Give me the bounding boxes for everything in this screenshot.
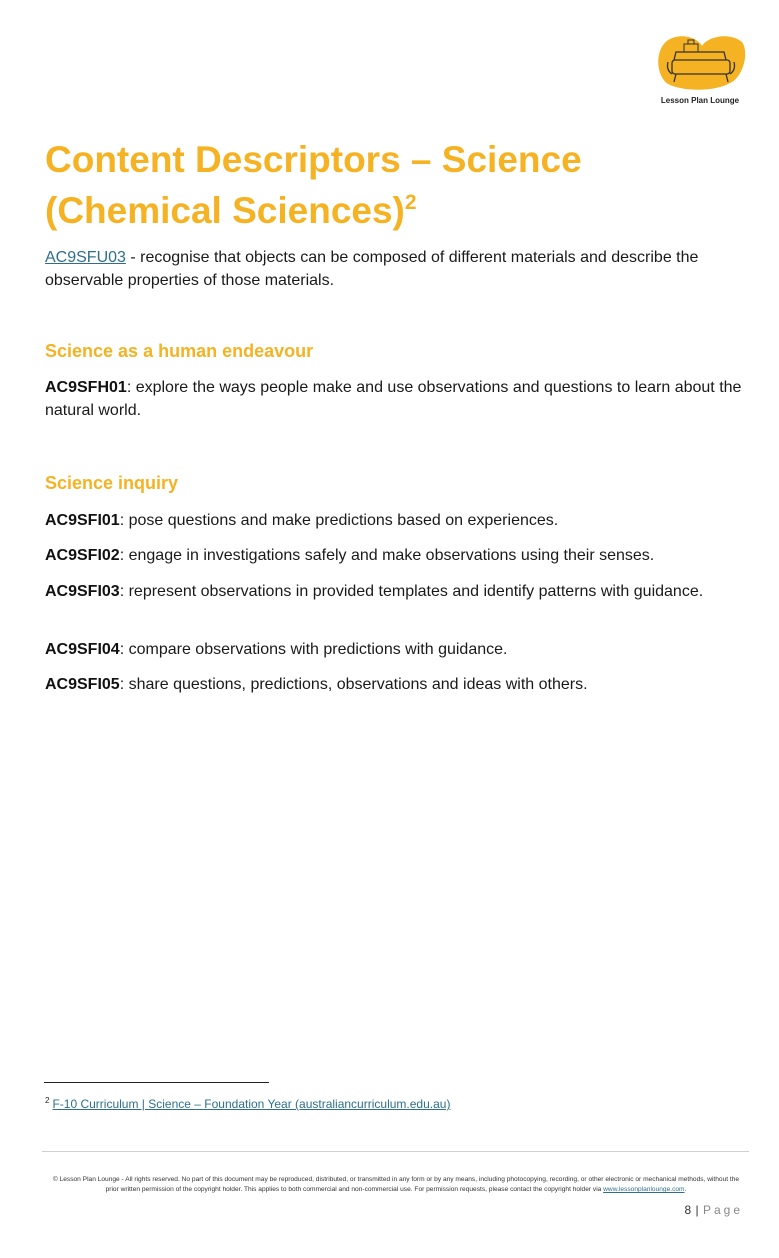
descriptor-item xyxy=(45,638,745,661)
descriptor-item xyxy=(45,509,745,532)
page-label: Page xyxy=(702,1203,743,1217)
descriptor-text: : explore the ways people make and use observations and questions to learn about the natural world. xyxy=(45,379,742,419)
page-separator: | xyxy=(695,1203,699,1217)
section-heading-science-inquiry: Science inquiry xyxy=(45,473,179,493)
lounge-sofa-icon xyxy=(654,34,746,92)
descriptor-code: AC9SFI03 xyxy=(45,583,120,600)
descriptor-item xyxy=(45,673,745,696)
descriptor-item xyxy=(45,376,745,422)
descriptor-code: AC9SFH01 xyxy=(45,379,127,396)
descriptor-item xyxy=(45,580,705,603)
logo-text: Lesson Plan Lounge xyxy=(660,96,740,105)
descriptor-code: AC9SFI05 xyxy=(45,676,120,693)
logo xyxy=(652,34,748,108)
descriptor-code: AC9SFI04 xyxy=(45,641,120,658)
descriptor-code-link[interactable]: AC9SFU03 xyxy=(45,249,126,266)
footer-divider xyxy=(42,1151,749,1152)
descriptor-code: AC9SFI01 xyxy=(45,512,120,529)
footnote xyxy=(45,1096,450,1111)
intro-descriptor xyxy=(45,246,745,292)
copyright-notice xyxy=(48,1175,744,1195)
descriptor-text: : represent observations in provided templates and identify patterns with guidance. xyxy=(119,583,704,600)
page-title-text: Content Descriptors – Science (Chemical Sciences) xyxy=(45,139,582,231)
descriptor-text: : engage in investigations safely and make observations using their senses. xyxy=(119,547,655,564)
descriptor-text: : pose questions and make predictions based on experiences. xyxy=(119,512,559,529)
descriptor-text: : share questions, predictions, observations and ideas with others. xyxy=(119,676,588,693)
title-footnote-mark[interactable]: 2 xyxy=(404,191,417,214)
descriptor-text: : compare observations with predictions with guidance. xyxy=(119,641,508,658)
descriptor-item xyxy=(45,544,745,567)
page-title xyxy=(45,134,745,236)
page-number xyxy=(650,1203,743,1217)
descriptor-text: - recognise that objects can be composed of different materials and describe the observable properties of those materials. xyxy=(45,249,699,289)
copyright-period: . xyxy=(684,1186,687,1193)
page-number-value: 8 xyxy=(684,1203,692,1217)
footnote-mark: 2 xyxy=(45,1096,50,1105)
website-link[interactable]: www.lessonplanlounge.com xyxy=(603,1186,685,1193)
descriptor-code: AC9SFI02 xyxy=(45,547,120,564)
footnote-separator xyxy=(44,1082,269,1083)
footnote-link[interactable]: F-10 Curriculum | Science – Foundation Year (australiancurriculum.edu.au) xyxy=(52,1097,451,1111)
copyright-text: © Lesson Plan Lounge - All rights reserved. No part of this document may be reproduced, distributed, or transmitted in any form or by any means, including photocopying, recording, or other electronic or mechanical methods, without the prior written permission of the copyright holder. This applies to both commercial and non-commercial use. For permission requests, please contact the copyright holder via xyxy=(52,1176,740,1193)
section-heading-human-endeavour: Science as a human endeavour xyxy=(45,341,314,361)
